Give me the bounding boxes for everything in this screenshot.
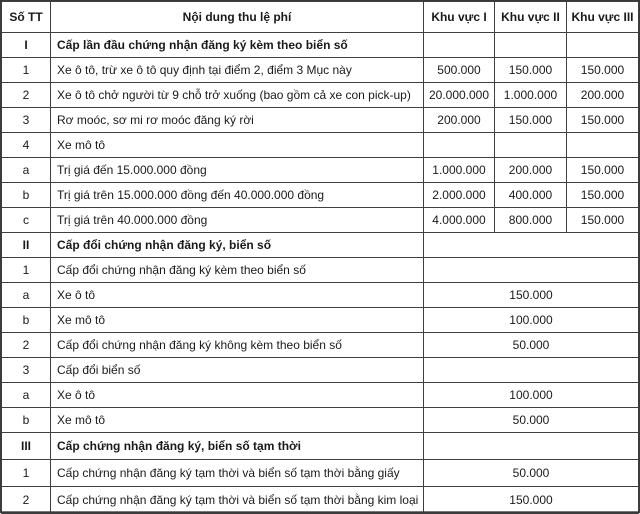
row-number: b <box>2 408 51 433</box>
row-description: Xe ô tô <box>51 283 424 308</box>
row-description: Cấp đổi chứng nhận đăng ký, biển số <box>51 233 424 258</box>
zone-3-fee: 150.000 <box>567 158 639 183</box>
zone-1-fee: 500.000 <box>424 58 495 83</box>
zone-1-fee: 4.000.000 <box>424 208 495 233</box>
row-number: 3 <box>2 108 51 133</box>
row-number: 2 <box>2 487 51 514</box>
row-description: Xe mô tô <box>51 408 424 433</box>
row-description: Cấp đổi biển số <box>51 358 424 383</box>
zone-3-fee <box>567 133 639 158</box>
zone-2-fee <box>495 133 567 158</box>
fee-table <box>1 1 639 514</box>
header-no: Số TT <box>2 2 51 33</box>
header-zone-3: Khu vực III <box>567 2 639 33</box>
zone-2-fee: 400.000 <box>495 183 567 208</box>
all-zones-fee <box>424 358 639 383</box>
zone-2-fee: 1.000.000 <box>495 83 567 108</box>
fee-table-body <box>2 33 639 514</box>
row-description: Cấp lần đầu chứng nhận đăng ký kèm theo biển số <box>51 33 424 58</box>
table-row <box>2 58 639 83</box>
zone-3-fee: 150.000 <box>567 208 639 233</box>
table-row <box>2 408 639 433</box>
header-row <box>2 2 639 33</box>
all-zones-fee <box>424 433 639 460</box>
row-number: II <box>2 233 51 258</box>
table-row <box>2 133 639 158</box>
all-zones-fee: 100.000 <box>424 383 639 408</box>
row-number: 1 <box>2 460 51 487</box>
row-number: 2 <box>2 333 51 358</box>
row-description: Cấp chứng nhận đăng ký tạm thời và biển số tạm thời bằng giấy <box>51 460 424 487</box>
all-zones-fee: 150.000 <box>424 487 639 514</box>
row-number: a <box>2 383 51 408</box>
row-number: b <box>2 183 51 208</box>
zone-2-fee: 800.000 <box>495 208 567 233</box>
zone-2-fee <box>495 33 567 58</box>
zone-1-fee: 1.000.000 <box>424 158 495 183</box>
header-zone-1: Khu vực I <box>424 2 495 33</box>
table-row <box>2 308 639 333</box>
all-zones-fee: 100.000 <box>424 308 639 333</box>
all-zones-fee <box>424 233 639 258</box>
zone-3-fee <box>567 33 639 58</box>
all-zones-fee: 50.000 <box>424 408 639 433</box>
all-zones-fee: 150.000 <box>424 283 639 308</box>
row-number: III <box>2 433 51 460</box>
row-number: 1 <box>2 58 51 83</box>
table-row <box>2 333 639 358</box>
zone-3-fee: 150.000 <box>567 108 639 133</box>
row-description: Xe ô tô chở người từ 9 chỗ trở xuống (bao gồm cả xe con pick-up) <box>51 83 424 108</box>
row-number: I <box>2 33 51 58</box>
table-row <box>2 108 639 133</box>
row-description: Rơ moóc, sơ mi rơ moóc đăng ký rời <box>51 108 424 133</box>
row-description: Cấp chứng nhận đăng ký, biển số tạm thời <box>51 433 424 460</box>
table-row <box>2 158 639 183</box>
row-description: Cấp đổi chứng nhận đăng ký kèm theo biển số <box>51 258 424 283</box>
zone-3-fee: 150.000 <box>567 183 639 208</box>
zone-2-fee: 200.000 <box>495 158 567 183</box>
zone-1-fee: 20.000.000 <box>424 83 495 108</box>
row-number: a <box>2 158 51 183</box>
row-number: 2 <box>2 83 51 108</box>
table-row <box>2 487 639 514</box>
row-number: 4 <box>2 133 51 158</box>
row-description: Trị giá đến 15.000.000 đồng <box>51 158 424 183</box>
row-description: Xe mô tô <box>51 133 424 158</box>
row-description: Trị giá trên 40.000.000 đồng <box>51 208 424 233</box>
row-description: Xe ô tô, trừ xe ô tô quy định tại điểm 2, điểm 3 Mục này <box>51 58 424 83</box>
table-row <box>2 183 639 208</box>
row-description: Xe ô tô <box>51 383 424 408</box>
header-zone-2: Khu vực II <box>495 2 567 33</box>
zone-3-fee: 200.000 <box>567 83 639 108</box>
table-row <box>2 283 639 308</box>
table-row <box>2 208 639 233</box>
section-row <box>2 233 639 258</box>
zone-3-fee: 150.000 <box>567 58 639 83</box>
table-row <box>2 358 639 383</box>
row-number: a <box>2 283 51 308</box>
header-content: Nội dung thu lệ phí <box>51 2 424 33</box>
zone-2-fee: 150.000 <box>495 58 567 83</box>
table-row <box>2 258 639 283</box>
zone-1-fee: 2.000.000 <box>424 183 495 208</box>
all-zones-fee: 50.000 <box>424 460 639 487</box>
section-row <box>2 433 639 460</box>
row-description: Cấp đổi chứng nhận đăng ký không kèm theo biển số <box>51 333 424 358</box>
table-row <box>2 383 639 408</box>
row-description: Trị giá trên 15.000.000 đồng đến 40.000.000 đồng <box>51 183 424 208</box>
table-row <box>2 83 639 108</box>
row-description: Xe mô tô <box>51 308 424 333</box>
section-row <box>2 33 639 58</box>
row-number: b <box>2 308 51 333</box>
zone-1-fee <box>424 33 495 58</box>
row-number: 3 <box>2 358 51 383</box>
zone-2-fee: 150.000 <box>495 108 567 133</box>
zone-1-fee: 200.000 <box>424 108 495 133</box>
table-row <box>2 460 639 487</box>
row-description: Cấp chứng nhận đăng ký tạm thời và biển số tạm thời bằng kim loại <box>51 487 424 514</box>
all-zones-fee: 50.000 <box>424 333 639 358</box>
row-number: c <box>2 208 51 233</box>
row-number: 1 <box>2 258 51 283</box>
all-zones-fee <box>424 258 639 283</box>
zone-1-fee <box>424 133 495 158</box>
